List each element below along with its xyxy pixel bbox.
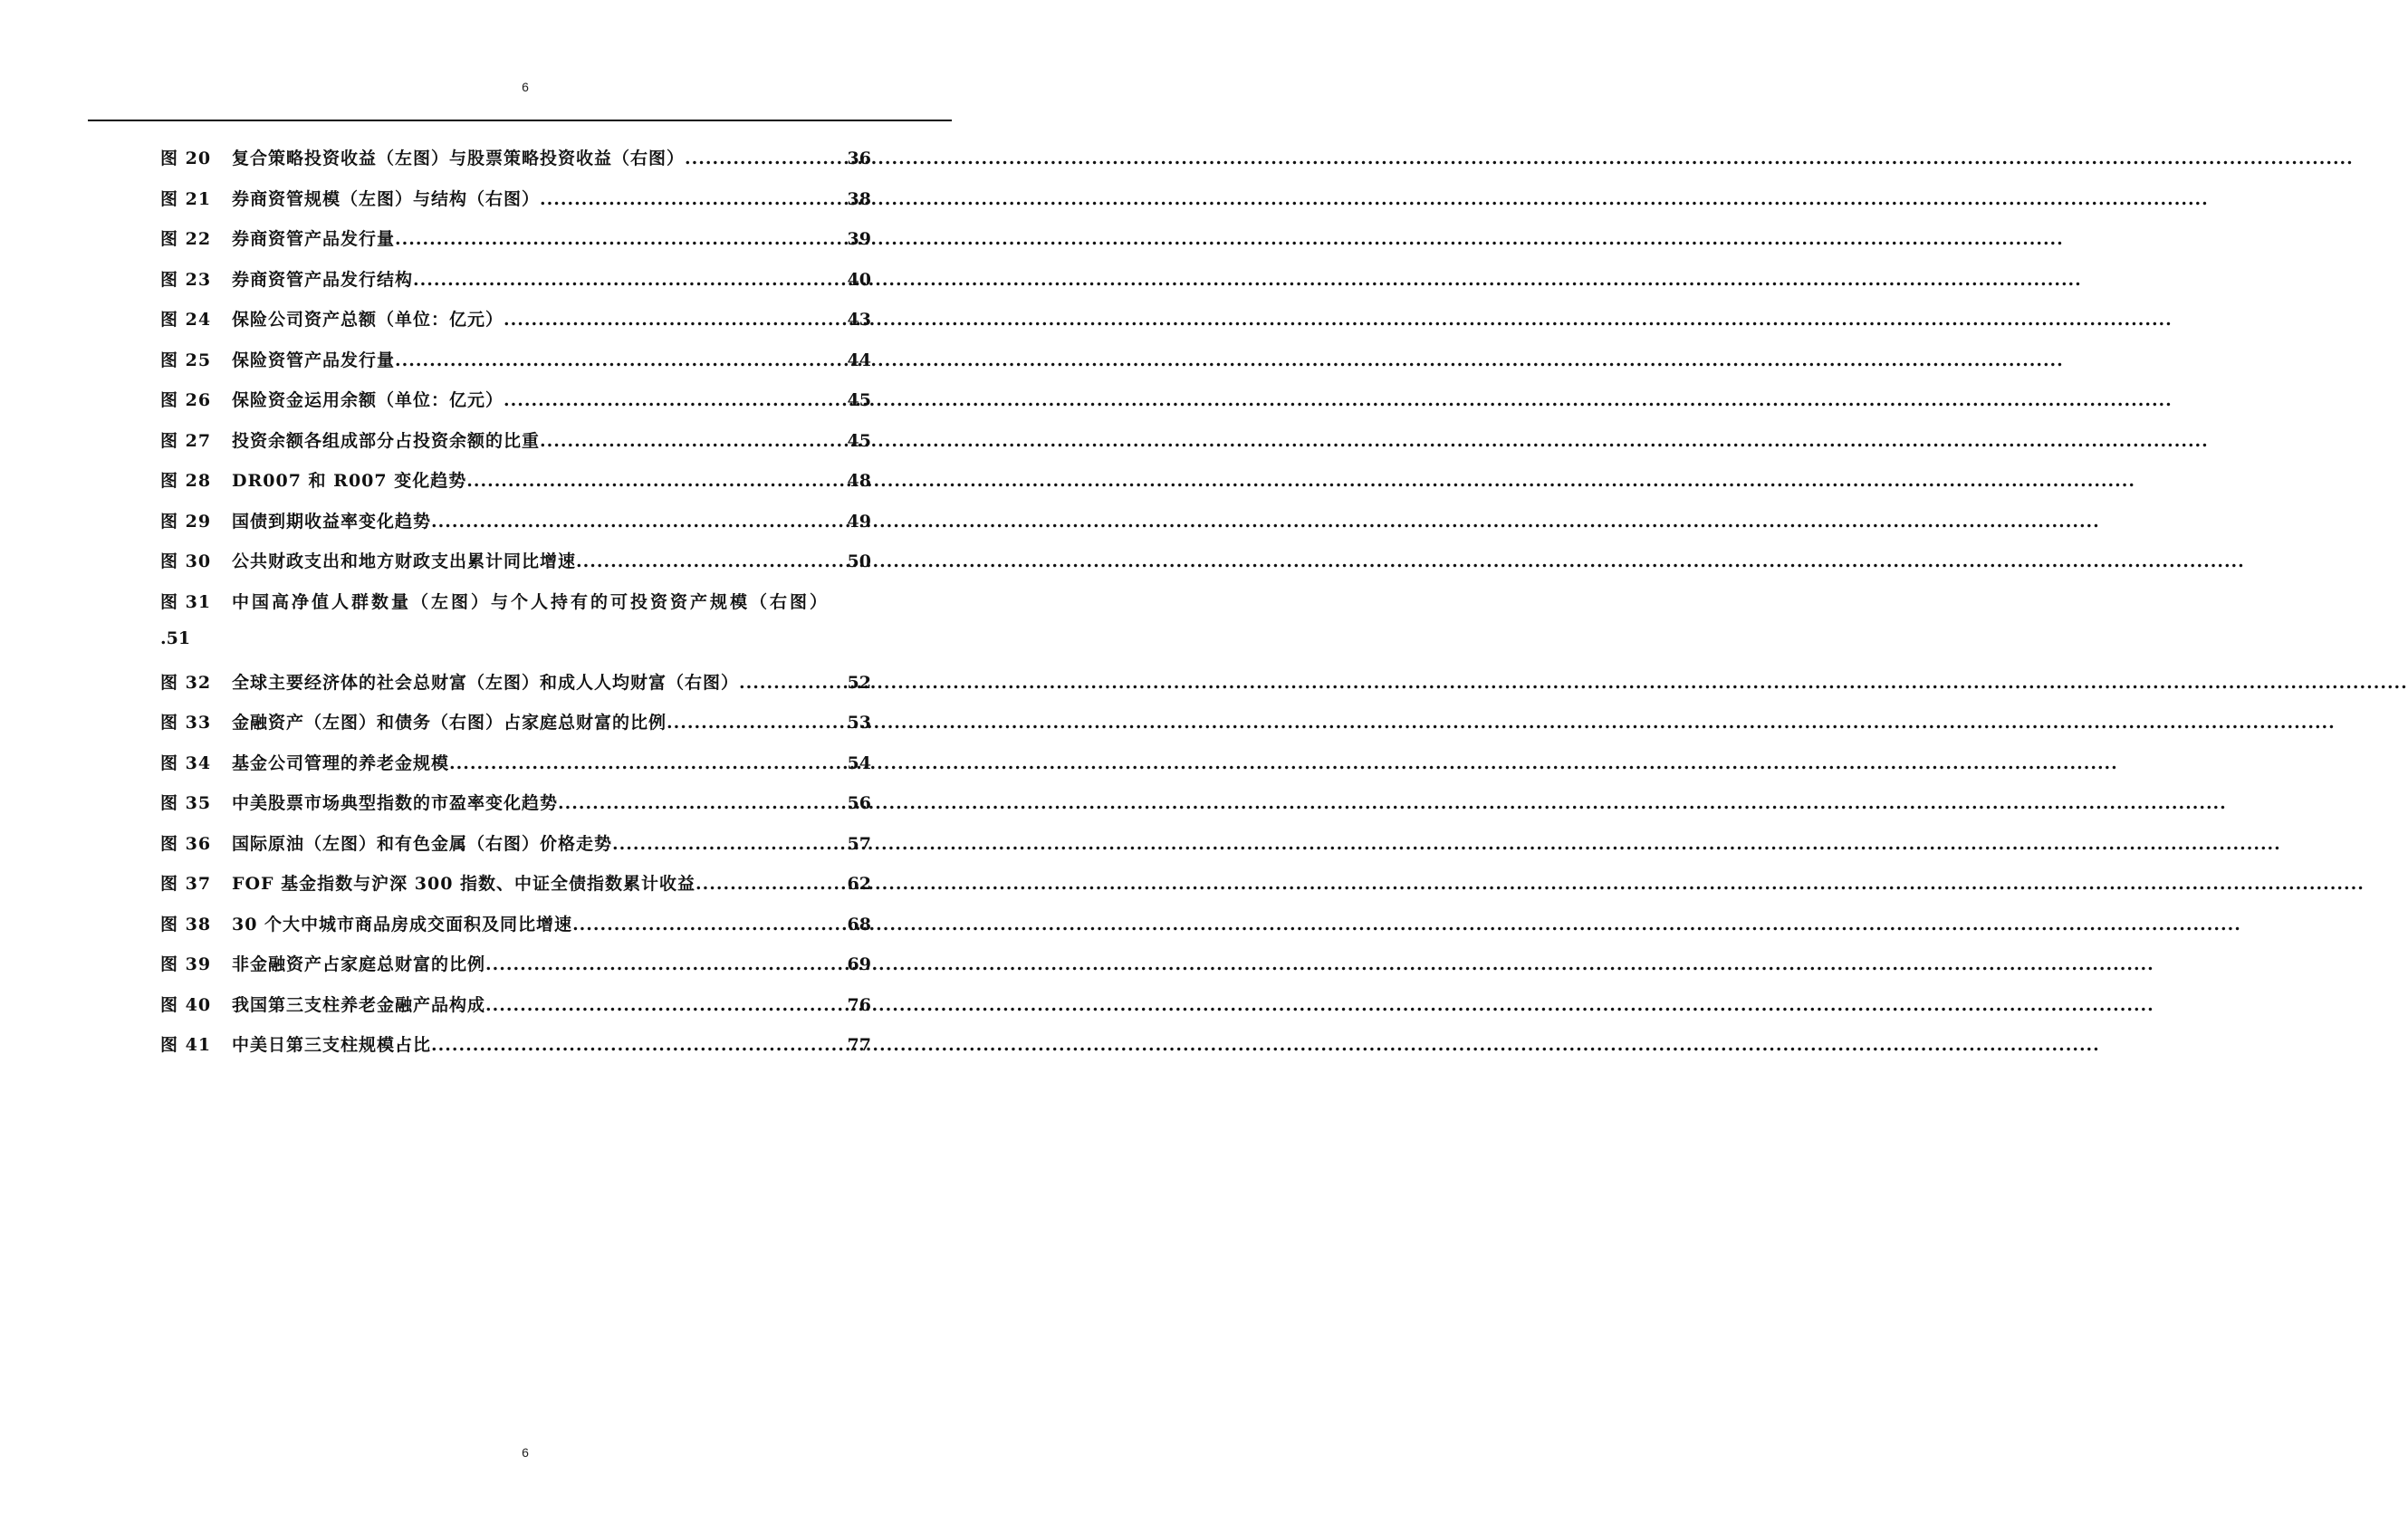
page-reference: 45 bbox=[847, 430, 871, 451]
toc-entry-fig-37[interactable] bbox=[160, 870, 871, 911]
figure-label: 图 28 bbox=[160, 471, 212, 491]
page-reference: 77 bbox=[847, 1035, 871, 1055]
dot-leader bbox=[667, 713, 848, 733]
page-reference: .51 bbox=[160, 628, 191, 648]
page-reference: 62 bbox=[847, 874, 871, 894]
figure-label: 图 40 bbox=[160, 994, 212, 1015]
figure-title: 我国第三支柱养老金融产品构成 bbox=[232, 994, 486, 1015]
page-reference: 54 bbox=[847, 752, 871, 773]
page-number-top: 6 bbox=[522, 80, 529, 94]
toc-entry-fig-36[interactable] bbox=[160, 830, 871, 871]
page-number-bottom: 6 bbox=[522, 1445, 529, 1460]
dot-leader bbox=[696, 874, 848, 894]
figure-title: 保险资管产品发行量 bbox=[232, 350, 396, 370]
figure-label: 图 33 bbox=[160, 713, 212, 733]
toc-entry-fig-25[interactable] bbox=[160, 347, 871, 388]
toc-entry-fig-22[interactable] bbox=[160, 225, 871, 266]
toc-entry-fig-27[interactable] bbox=[160, 427, 871, 468]
toc-entry-fig-40[interactable] bbox=[160, 992, 871, 1032]
dot-leader bbox=[504, 390, 848, 410]
page-reference: 52 bbox=[847, 672, 871, 693]
figure-title: 30 个大中城市商品房成交面积及同比增速 bbox=[232, 914, 573, 935]
dot-leader bbox=[485, 995, 848, 1015]
header-divider bbox=[88, 120, 952, 121]
dot-leader bbox=[558, 793, 848, 813]
toc-entry-fig-38[interactable] bbox=[160, 911, 871, 952]
page-reference: 57 bbox=[847, 833, 871, 854]
figure-label: 图 31 bbox=[160, 591, 212, 612]
figure-label: 图 30 bbox=[160, 551, 212, 571]
toc-entry-fig-31-continuation[interactable] bbox=[160, 628, 871, 669]
figure-label: 图 37 bbox=[160, 874, 212, 894]
figure-title: 公共财政支出和地方财政支出累计同比增速 bbox=[232, 551, 577, 571]
figure-label: 图 29 bbox=[160, 511, 212, 532]
page-reference: 44 bbox=[847, 350, 871, 370]
dot-leader bbox=[431, 1035, 848, 1055]
figure-title: 券商资管产品发行结构 bbox=[232, 269, 414, 290]
figure-title: DR007 和 R007 变化趋势 bbox=[232, 471, 467, 491]
dot-leader bbox=[395, 229, 848, 249]
figure-label: 图 22 bbox=[160, 229, 212, 249]
figure-title: 保险资金运用余额（单位：亿元） bbox=[232, 390, 504, 410]
figure-title: 券商资管产品发行量 bbox=[232, 229, 396, 249]
figure-label: 图 39 bbox=[160, 954, 212, 974]
dot-leader bbox=[612, 834, 848, 854]
figure-title: 中国高净值人群数量（左图）与个人持有的可投资资产规模（右图） bbox=[232, 591, 830, 612]
dot-leader bbox=[540, 431, 848, 451]
page-reference: 40 bbox=[847, 269, 871, 290]
toc-entry-fig-31[interactable] bbox=[160, 589, 871, 629]
dot-leader bbox=[739, 673, 848, 693]
toc-entry-fig-35[interactable] bbox=[160, 790, 871, 830]
page-reference: 76 bbox=[847, 994, 871, 1015]
figure-title: 中美股票市场典型指数的市盈率变化趋势 bbox=[232, 793, 559, 813]
page-reference: 38 bbox=[847, 188, 871, 209]
figure-title: 全球主要经济体的社会总财富（左图）和成人人均财富（右图） bbox=[232, 672, 740, 693]
toc-entry-fig-20[interactable] bbox=[160, 145, 871, 186]
toc-entry-fig-41[interactable] bbox=[160, 1031, 871, 1072]
page-reference: 36 bbox=[847, 149, 871, 168]
dot-leader bbox=[504, 310, 848, 330]
dot-leader bbox=[413, 270, 848, 290]
figure-title: 复合策略投资收益（左图）与股票策略投资收益（右图） bbox=[232, 149, 686, 168]
figure-label: 图 38 bbox=[160, 914, 212, 935]
page-reference: 69 bbox=[847, 954, 871, 974]
figure-title: FOF 基金指数与沪深 300 指数、中证全债指数累计收益 bbox=[232, 874, 696, 894]
figure-label: 图 21 bbox=[160, 188, 212, 209]
dot-leader bbox=[572, 915, 847, 935]
figure-title: 国债到期收益率变化趋势 bbox=[232, 511, 432, 532]
figure-label: 图 20 bbox=[160, 149, 212, 168]
dot-leader bbox=[685, 149, 848, 168]
page-reference: 50 bbox=[847, 551, 871, 571]
toc-entry-fig-24[interactable] bbox=[160, 306, 871, 347]
figure-title: 金融资产（左图）和债务（右图）占家庭总财富的比例 bbox=[232, 713, 667, 733]
dot-leader bbox=[576, 551, 848, 571]
toc-entry-fig-26[interactable] bbox=[160, 387, 871, 427]
toc-entry-fig-33[interactable] bbox=[160, 709, 871, 750]
figure-label: 图 27 bbox=[160, 430, 212, 451]
figure-table-of-contents bbox=[160, 145, 871, 1072]
toc-entry-fig-39[interactable] bbox=[160, 951, 871, 992]
dot-leader bbox=[540, 189, 848, 209]
dot-leader bbox=[449, 753, 848, 773]
page-reference: 48 bbox=[847, 471, 871, 491]
figure-label: 图 23 bbox=[160, 269, 212, 290]
toc-entry-fig-30[interactable] bbox=[160, 548, 871, 589]
page-reference: 45 bbox=[847, 390, 871, 410]
page-reference: 56 bbox=[847, 793, 871, 813]
figure-label: 图 35 bbox=[160, 793, 212, 813]
figure-label: 图 41 bbox=[160, 1035, 212, 1055]
page-reference: 49 bbox=[847, 511, 871, 532]
figure-title: 投资余额各组成部分占投资余额的比重 bbox=[232, 430, 541, 451]
dot-leader bbox=[466, 471, 847, 491]
figure-label: 图 24 bbox=[160, 310, 212, 330]
figure-title: 非金融资产占家庭总财富的比例 bbox=[232, 954, 486, 974]
toc-entry-fig-34[interactable] bbox=[160, 750, 871, 791]
dot-leader bbox=[395, 350, 848, 370]
toc-entry-fig-23[interactable] bbox=[160, 266, 871, 307]
figure-label: 图 25 bbox=[160, 350, 212, 370]
page-reference: 39 bbox=[847, 229, 871, 249]
page-reference: 68 bbox=[847, 914, 871, 935]
figure-label: 图 26 bbox=[160, 390, 212, 410]
dot-leader bbox=[485, 954, 848, 974]
toc-entry-fig-21[interactable] bbox=[160, 186, 871, 226]
figure-label: 图 34 bbox=[160, 752, 212, 773]
figure-title: 国际原油（左图）和有色金属（右图）价格走势 bbox=[232, 833, 613, 854]
toc-entry-fig-32[interactable] bbox=[160, 669, 871, 710]
page-reference: 43 bbox=[847, 310, 871, 330]
page-reference: 53 bbox=[847, 713, 871, 733]
toc-entry-fig-29[interactable] bbox=[160, 508, 871, 549]
toc-entry-fig-28[interactable] bbox=[160, 467, 871, 508]
figure-title: 基金公司管理的养老金规模 bbox=[232, 752, 450, 773]
figure-title: 保险公司资产总额（单位：亿元） bbox=[232, 310, 504, 330]
dot-leader bbox=[431, 512, 848, 532]
figure-label: 图 36 bbox=[160, 833, 212, 854]
figure-label: 图 32 bbox=[160, 672, 212, 693]
figure-title: 中美日第三支柱规模占比 bbox=[232, 1035, 432, 1055]
figure-title: 券商资管规模（左图）与结构（右图） bbox=[232, 188, 541, 209]
